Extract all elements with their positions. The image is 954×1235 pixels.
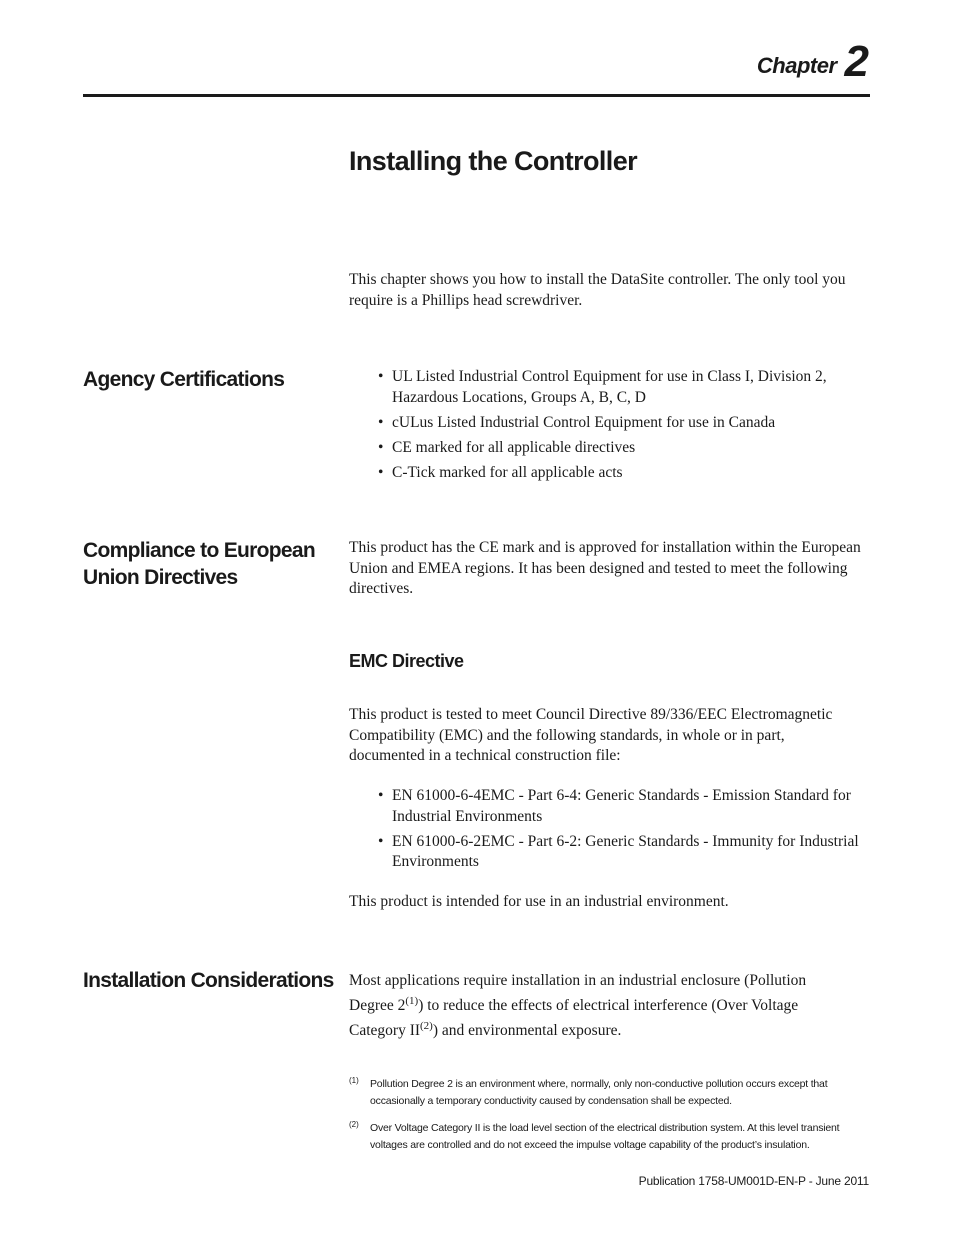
footnote-2: Over Voltage Category II is the load level section of the electrical distribution system. At this level transient voltages are controlled and do not exceed the impulse voltage capability of the product’s insulation. [370,1122,840,1151]
list-item: • CE marked for all applicable directives [378,438,636,456]
list-item: • EN 61000-6-4EMC - Part 6-4: Generic Standards - Emission Standard for Industrial Environments [378,787,851,825]
list-item: • UL Listed Industrial Control Equipment for use in Class I, Division 2, Hazardous Locations, Groups A, B, C, D [378,368,827,406]
intro-paragraph: This chapter shows you how to install the DataSite controller. The only tool you require is a Phillips head screwdriver. [349,271,846,309]
compliance-paragraph: This product has the CE mark and is approved for installation within the European Union and EMEA regions. It has been designed and tested to meet the following directives. [349,539,861,597]
chapter-number: 2 [844,37,869,86]
publication-footer: Publication 1758-UM001D-EN-P - June 2011 [638,1174,869,1188]
emc-directive-heading: EMC Directive [349,651,464,671]
page-title: Installing the Controller [349,146,638,176]
chapter-rule [83,94,870,97]
chapter-word: Chapter [756,53,837,78]
list-item: • EN 61000-6-2EMC - Part 6-2: Generic Standards - Immunity for Industrial Environments [378,832,859,870]
footnote-ref-1[interactable]: (1) [405,995,419,1007]
footnote-mark-1: (1) [349,1076,359,1085]
footnote-ref-2[interactable]: (2) [420,1020,433,1032]
list-item: • C-Tick marked for all applicable acts [378,463,623,481]
compliance-heading: Compliance to European Union Directives [83,539,315,589]
installation-considerations-heading: Installation Considerations [83,969,334,992]
list-item: • cULus Listed Industrial Control Equipment for use in Canada [378,413,776,431]
emc-paragraph: This product is tested to meet Council Directive 89/336/EEC Electromagnetic Compatibility (EMC) and the following standards, in whole or in part, documented in a technical construction file: [349,706,833,764]
agency-bullet-list [378,367,868,488]
agency-certifications-heading: Agency Certifications [83,368,285,391]
chapter-label [757,36,869,84]
footnote-1: Pollution Degree 2 is an environment where, normally, only non-conductive pollution occurs except that occasionally a temporary conductivity caused by condensation shall be expected. [370,1078,828,1107]
footnote-mark-2: (2) [349,1120,359,1129]
installation-paragraph: Most applications require installation in an industrial enclosure (Pollution Degree 2$^{(1)}$) to reduce the effects of electrical interference (Over Voltage Category II$^{(2)}$) and environmental exposure. [349,972,807,1039]
emc-closing: This product is intended for use in an industrial environment. [349,893,729,910]
emc-bullet-list [378,786,868,877]
